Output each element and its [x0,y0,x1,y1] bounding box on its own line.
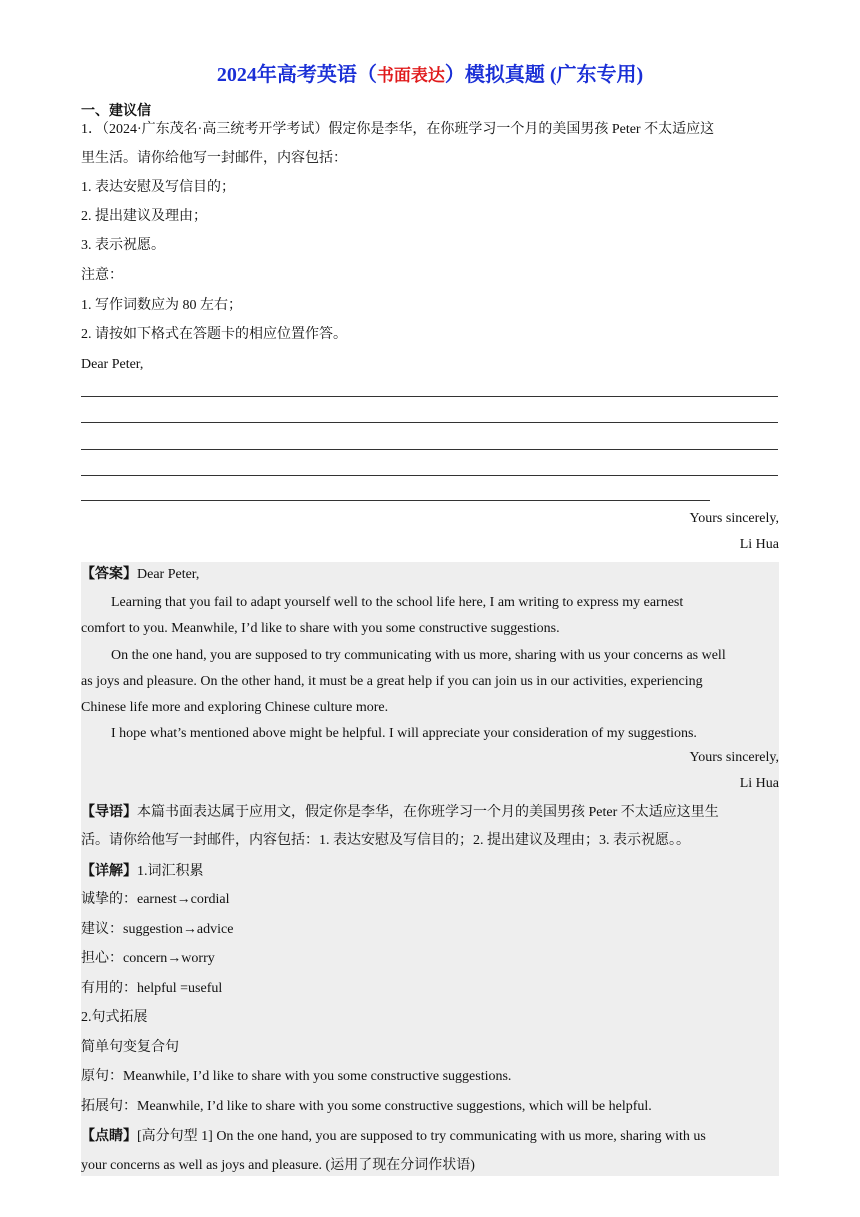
notice-1: 1. 写作词数应为 80 左右； [81,298,242,313]
answer-line [81,449,778,450]
answer-line-4: as joys and pleasure. On the other hand, it must be a great help if you can join us in our activities, experiencing [81,674,703,689]
question-item-2: 2. 提出建议及理由； [81,209,207,224]
highlight-label: 【点睛】 [81,1128,137,1144]
question-line-2: 里生活。请你给他写一封邮件，内容包括： [81,151,347,166]
title-part1: 2024年高考英语（ [216,64,377,86]
answer-line-6: I hope what’s mentioned above might be helpful. I will appreciate your consideration of my suggestions. [111,726,697,741]
highlight-line-2: your concerns as well as joys and pleasure. (运用了现在分词作状语) [81,1158,475,1173]
letter-signature: Li Hua [739,537,779,552]
answer-line [81,475,778,476]
vocab-item-4: 有用的：helpful =useful [81,981,223,996]
answer-greeting: Dear Peter, [137,567,200,582]
answer-signature: Li Hua [739,776,779,791]
notice-label: 注意： [81,268,123,283]
title-highlight: 书面表达 [376,66,445,85]
guide-text-1: 本篇书面表达属于应用文，假定你是李华，在你班学习一个月的美国男孩 Peter 不太适应这里生 [137,805,719,820]
letter-closing: Yours sincerely, [689,511,779,526]
original-sentence: 原句：Meanwhile, I’d like to share with you some constructive suggestions. [81,1069,512,1084]
answer-line [81,396,778,397]
highlight-line-1 [81,1126,706,1147]
answer-line-5: Chinese life more and exploring Chinese culture more. [81,700,389,715]
detail-heading-1: 1.词汇积累 [137,864,204,879]
detail-heading-2: 2.句式拓展 [81,1010,148,1025]
answer-line-1: Learning that you fail to adapt yourself well to the school life here, I am writing to express my earnest [111,595,684,610]
expanded-sentence: 拓展句：Meanwhile, I’d like to share with you some constructive suggestions, which will be helpful. [81,1099,652,1114]
answer-closing: Yours sincerely, [689,750,779,765]
section-heading: 一、建议信 [81,104,151,119]
answer-line [81,500,710,501]
detail-heading [81,861,204,882]
highlight-text-1: [高分句型 1] On the one hand, you are supposed to try communicating with us more, sharing with us [137,1129,706,1144]
answer-label: 【答案】 [81,566,137,582]
answer-line-2: comfort to you. Meanwhile, I’d like to share with you some constructive suggestions. [81,621,560,636]
guide-line-2: 活。请你给他写一封邮件，内容包括：1. 表达安慰及写信目的；2. 提出建议及理由；3. 表示祝愿。。 [81,833,690,848]
notice-2: 2. 请按如下格式在答题卡的相应位置作答。 [81,327,347,342]
title-part3: ）模拟真题 (广东专用) [444,64,644,86]
question-item-1: 1. 表达安慰及写信目的； [81,180,235,195]
vocab-item-1: 诚挚的：earnest→cordial [81,892,230,907]
detail-subheading: 简单句变复合句 [81,1040,179,1055]
answer-line-3: On the one hand, you are supposed to try communicating with us more, sharing with us your concerns as well [111,648,726,663]
answer-panel [81,562,779,1176]
question-item-3: 3. 表示祝愿。 [81,238,165,253]
page-title [81,61,779,90]
vocab-item-2: 建议：suggestion→advice [81,922,234,937]
guide-label: 【导语】 [81,804,137,820]
answer-heading [81,564,199,585]
detail-label: 【详解】 [81,863,137,879]
letter-greeting: Dear Peter, [81,357,144,372]
answer-line [81,422,778,423]
question-line-1: 1．（2024·广东茂名·高三统考开学考试）假定你是李华，在你班学习一个月的美国男孩 Peter 不太适应这 [81,122,715,137]
guide-line-1 [81,802,719,823]
vocab-item-3: 担心：concern→worry [81,951,215,966]
